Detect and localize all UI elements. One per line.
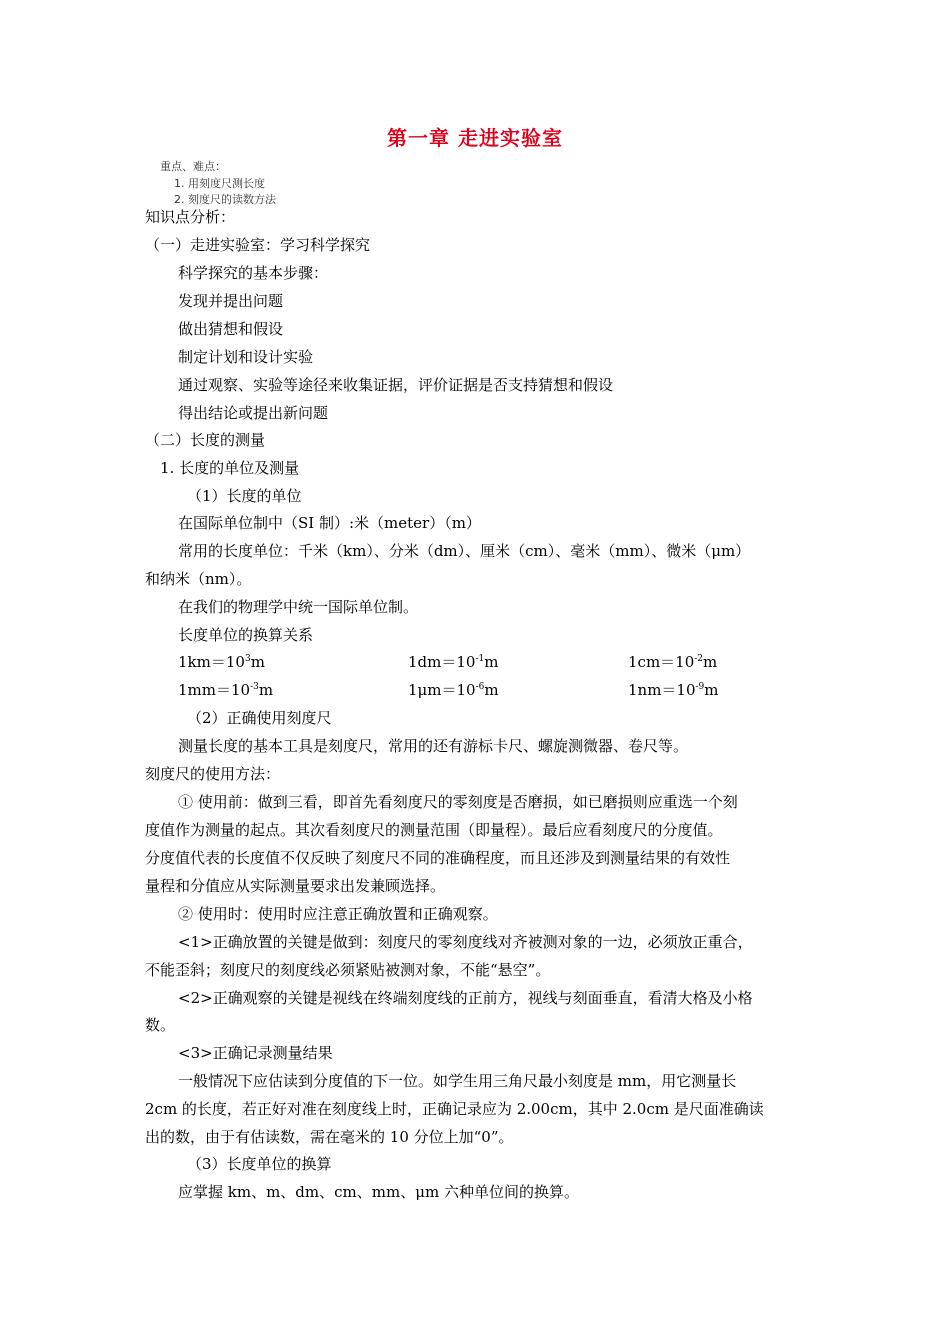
conversion-heading: 长度单位的换算关系	[178, 626, 314, 644]
common-units-cont: 和纳米（nm）。	[145, 570, 252, 588]
section-heading: 知识点分析：	[145, 208, 236, 226]
part2-heading: （二）长度的测量	[145, 431, 266, 449]
unit-heading: （1）长度的单位	[187, 487, 302, 505]
si-line: 在国际单位制中（SI 制）:米（meter）（m）	[178, 514, 481, 532]
record-text: 2cm 的长度，若正好对准在刻度线上时，正确记录应为 2.00cm，其中 2.0cm 是尺面准确读	[145, 1100, 764, 1118]
tools-line: 测量长度的基本工具是刻度尺，常用的还有游标卡尺、螺旋测微器、卷尺等。	[178, 737, 689, 755]
ruler-heading: （2）正确使用刻度尺	[187, 709, 332, 727]
record-heading: <3>正确记录测量结果	[178, 1044, 333, 1062]
part1-heading: （一）走进实验室：学习科学探究	[145, 236, 371, 254]
before-use-text: 度值作为测量的起点。其次看刻度尺的测量范围（即量程）。最后应看刻度尺的分度值。	[145, 821, 723, 839]
unify-line: 在我们的物理学中统一国际单位制。	[178, 598, 419, 616]
observation-text: 数。	[145, 1016, 176, 1034]
convert-heading: （3）长度单位的换算	[187, 1155, 332, 1173]
conversion-km: $1km=10^3m$	[178, 653, 265, 671]
method-heading: 刻度尺的使用方法：	[145, 765, 281, 783]
observation-text: <2>正确观察的关键是视线在终端刻度线的正前方，视线与刻面垂直，看清大格及小格	[178, 989, 753, 1007]
page-title: 第一章 走进实验室	[387, 126, 563, 150]
step-item: 做出猜想和假设	[178, 320, 284, 338]
step-item: 制定计划和设计实验	[178, 348, 314, 366]
before-use-text: 量程和分值应从实际测量要求出发兼顾选择。	[145, 877, 446, 895]
key-point-item: 2. 刻度尺的读数方法	[174, 193, 276, 206]
subsection-heading: 1. 长度的单位及测量	[160, 459, 300, 477]
key-point-item: 1. 用刻度尺测长度	[174, 177, 265, 190]
during-use-text: ② 使用时：使用时应注意正确放置和正确观察。	[178, 905, 498, 923]
before-use-text: ① 使用前：做到三看，即首先看刻度尺的零刻度是否磨损，如已磨损则应重选一个刻	[178, 793, 738, 811]
record-text: 一般情况下应估读到分度值的下一位。如学生用三角尺最小刻度是 mm，用它测量长	[178, 1072, 737, 1090]
conversion-nm: $1nm=10^{-9}m$	[628, 681, 719, 699]
conversion-um: $1\mu m=10^{-6}m$	[408, 681, 499, 699]
common-units: 常用的长度单位：千米（km）、分米（dm）、厘米（cm）、毫米（mm）、微米（μm）	[178, 542, 751, 560]
record-text: 出的数，由于有估读数，需在毫米的 10 分位上加“0”。	[145, 1128, 514, 1146]
placement-text: <1>正确放置的关键是做到：刻度尺的零刻度线对齐被测对象的一边，必须放正重合，	[178, 933, 753, 951]
step-item: 发现并提出问题	[178, 292, 284, 310]
placement-text: 不能歪斜；刻度尺的刻度线必须紧贴被测对象，不能“悬空”。	[145, 961, 551, 979]
convert-text: 应掌握 km、m、dm、cm、mm、μm 六种单位间的换算。	[178, 1183, 579, 1201]
conversion-dm: $1dm=10^{-1}m$	[408, 653, 499, 671]
key-points-heading: 重点、难点：	[160, 160, 226, 173]
part1-intro: 科学探究的基本步骤：	[178, 264, 329, 282]
step-item: 得出结论或提出新问题	[178, 404, 329, 422]
conversion-cm: $1cm=10^{-2}m$	[628, 653, 718, 671]
before-use-text: 分度值代表的长度值不仅反映了刻度尺不同的准确程度，而且还涉及到测量结果的有效性	[145, 849, 731, 867]
conversion-mm: $1mm=10^{-3}m$	[178, 681, 274, 699]
step-item: 通过观察、实验等途径来收集证据，评价证据是否支持猜想和假设	[178, 376, 614, 394]
